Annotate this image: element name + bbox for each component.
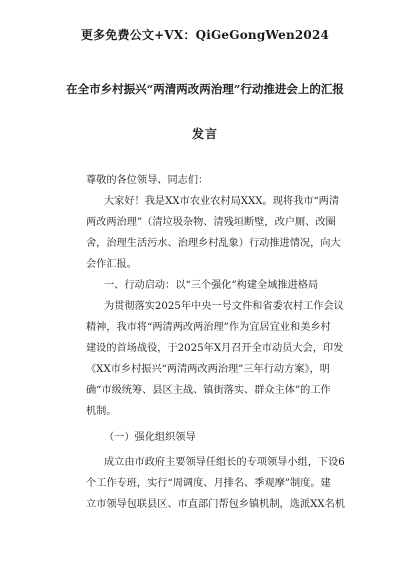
paragraph-line: 《XX市乡村振兴“两清两改两治理”三年行动方案》，明 [86,364,330,375]
paragraph-line: 立市领导包联县区、市直部门帮包乡镇机制，选派XX名机 [86,499,346,510]
paragraph-line: 机制。 [86,406,117,417]
paragraph-line: 为贯彻落实2025年中央一号文件和省委农村工作会议 [104,301,344,312]
section-heading: 一、行动启动：以“三个强化”构建全域推进格局 [104,280,319,291]
paragraph-line: 两改两治理”（清垃圾杂物、清残垣断壁，改户厕、改圈 [86,217,336,228]
paragraph-line: 成立由市政府主要领导任组长的专项领导小组，下设6 [104,457,345,468]
paragraph-line: 确“市级统筹、县区主战、镇街落实、群众主体”的工作 [86,385,331,396]
paragraph-line: 舍，治理生活污水、治理乡村乱象）行动推进情况，向大 [86,238,341,249]
document-title-continuation: 发言 [191,127,218,141]
paragraph-line: 大家好！我是XX市农业农村局XXX。现将我市“两清 [104,196,340,207]
salutation: 尊敬的各位领导、同志们： [86,175,209,186]
watermark-text: 更多免费公文+VX：QiGeGongWen2024 [80,28,330,42]
paragraph-line: 个工作专班，实行“周调度、月排名、季观摩”制度。建 [86,478,331,489]
paragraph-line: 会作汇报。 [86,259,137,270]
document-title: 在全市乡村振兴“两清两改两治理”行动推进会上的汇报 [66,82,344,96]
subsection-heading: （一）强化组织领导 [104,432,196,443]
paragraph-line: 精神，我市将“两清两改两治理”作为宜居宜业和美乡村 [86,322,331,333]
paragraph-line: 建设的首场战役，于2025年X月召开全市动员大会，印发 [86,343,344,354]
